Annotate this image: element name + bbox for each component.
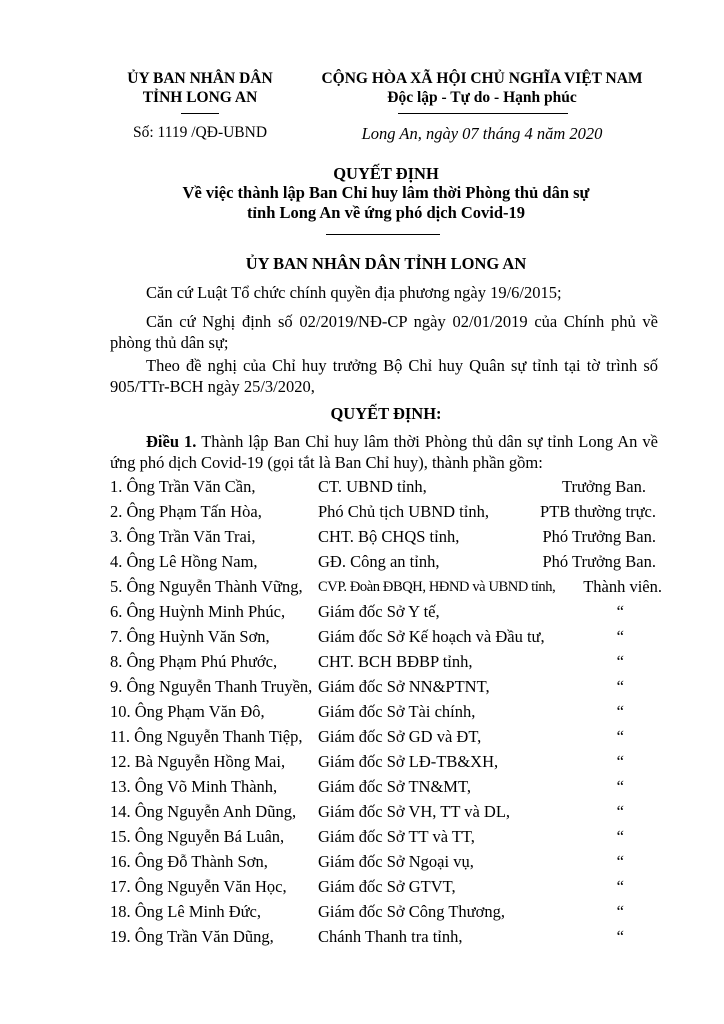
subject-line-2: tỉnh Long An về ứng phó dịch Covid-19 — [246, 203, 526, 222]
article-1-text: Thành lập Ban Chỉ huy lâm thời Phòng thủ dân sự tỉnh Long An về ứng phó dịch Covid-19 (gọi tắt là Ban Chỉ huy), thành phần gồm: — [110, 432, 659, 472]
nation-line-1: CỘNG HÒA XÃ HỘI CHỦ NGHĨA VIỆT NAM — [321, 70, 643, 87]
member-row — [110, 600, 662, 624]
member-name: 12. Bà Nguyễn Hồng Mai, — [110, 752, 286, 771]
member-role: “ — [616, 777, 624, 796]
motto-underline — [398, 113, 568, 114]
member-position: CHT. Bộ CHQS tỉnh, — [318, 527, 460, 546]
member-position: Giám đốc Sở GD và ĐT, — [318, 727, 482, 746]
member-position: Giám đốc Sở Công Thương, — [318, 902, 505, 921]
basis-1: Căn cứ Luật Tổ chức chính quyền địa phương ngày 19/6/2015; — [146, 283, 562, 302]
document-type-heading: QUYẾT ĐỊNH — [333, 164, 439, 183]
agency-line-2: TỈNH LONG AN — [142, 89, 258, 106]
member-row — [110, 675, 662, 699]
agency-name — [100, 69, 300, 107]
member-name: 2. Ông Phạm Tấn Hòa, — [110, 502, 262, 521]
member-role: Phó Trưởng Ban. — [542, 552, 656, 571]
member-position: Giám đốc Sở Kế hoạch và Đầu tư, — [318, 627, 545, 646]
agency-line-1: ỦY BAN NHÂN DÂN — [127, 70, 273, 87]
member-position: Giám đốc Sở TN&MT, — [318, 777, 471, 796]
member-role: “ — [616, 752, 624, 771]
member-row — [110, 575, 662, 599]
member-role: “ — [616, 852, 624, 871]
member-position: CT. UBND tỉnh, — [318, 477, 427, 496]
member-name: 17. Ông Nguyễn Văn Học, — [110, 877, 287, 896]
member-row — [110, 725, 662, 749]
member-role: “ — [616, 602, 624, 621]
member-role: “ — [616, 877, 624, 896]
title-underline — [326, 234, 440, 235]
member-row — [110, 500, 662, 524]
member-name: 8. Ông Phạm Phú Phước, — [110, 652, 278, 671]
member-name: 18. Ông Lê Minh Đức, — [110, 902, 262, 921]
member-row — [110, 700, 662, 724]
member-role: “ — [616, 677, 624, 696]
member-name: 16. Ông Đỗ Thành Sơn, — [110, 852, 268, 871]
member-row — [110, 625, 662, 649]
member-name: 3. Ông Trần Văn Trai, — [110, 527, 256, 546]
article-1 — [110, 431, 658, 473]
member-role: “ — [616, 627, 624, 646]
member-position: GĐ. Công an tỉnh, — [318, 552, 440, 571]
member-name: 6. Ông Huỳnh Minh Phúc, — [110, 602, 286, 621]
member-name: 9. Ông Nguyễn Thanh Truyền, — [110, 677, 313, 696]
member-position: Giám đốc Sở TT và TT, — [318, 827, 475, 846]
member-name: 5. Ông Nguyễn Thành Vững, — [110, 577, 303, 596]
member-name: 4. Ông Lê Hồng Nam, — [110, 552, 258, 571]
basis-3: Theo đề nghị của Chỉ huy trưởng Bộ Chỉ huy Quân sự tỉnh tại tờ trình số 905/TTr-BCH ngày 25/3/2020, — [110, 356, 658, 396]
decision-heading: QUYẾT ĐỊNH: — [330, 404, 442, 423]
document-number: Số: 1119 /QĐ-UBND — [132, 124, 268, 141]
member-position: Giám đốc Sở LĐ-TB&XH, — [318, 752, 499, 771]
member-name: 19. Ông Trần Văn Dũng, — [110, 927, 274, 946]
member-position: Giám đốc Sở VH, TT và DL, — [318, 802, 511, 821]
member-role: Trưởng Ban. — [562, 477, 646, 496]
agency-underline — [181, 113, 219, 114]
member-name: 13. Ông Võ Minh Thành, — [110, 777, 278, 796]
member-position: Giám đốc Sở Tài chính, — [318, 702, 476, 721]
member-position: Chánh Thanh tra tỉnh, — [318, 927, 463, 946]
subject-line-1: Về việc thành lập Ban Chỉ huy lâm thời Phòng thủ dân sự — [182, 183, 590, 202]
member-position: Phó Chủ tịch UBND tỉnh, — [318, 502, 489, 521]
member-position: Giám đốc Sở GTVT, — [318, 877, 456, 896]
member-name: 10. Ông Phạm Văn Đô, — [110, 702, 265, 721]
member-name: 7. Ông Huỳnh Văn Sơn, — [110, 627, 270, 646]
member-row — [110, 525, 662, 549]
member-row — [110, 800, 662, 824]
member-role: “ — [616, 802, 624, 821]
basis-2: Căn cứ Nghị định số 02/2019/NĐ-CP ngày 02/01/2019 của Chính phủ về phòng thủ dân sự; — [110, 312, 658, 352]
member-role: “ — [616, 927, 624, 946]
member-name: 11. Ông Nguyễn Thanh Tiệp, — [110, 727, 303, 746]
member-role: Thành viên. — [583, 577, 662, 596]
member-row — [110, 875, 662, 899]
member-row — [110, 900, 662, 924]
article-1-label: Điều 1. — [146, 432, 197, 451]
member-position: Giám đốc Sở Ngoại vụ, — [318, 852, 474, 871]
member-position: CVP. Đoàn ĐBQH, HĐND và UBND tỉnh, — [318, 579, 556, 595]
member-name: 14. Ông Nguyễn Anh Dũng, — [110, 802, 297, 821]
member-name: 15. Ông Nguyễn Bá Luân, — [110, 827, 285, 846]
nation-line-2: Độc lập - Tự do - Hạnh phúc — [387, 89, 577, 106]
member-role: “ — [616, 902, 624, 921]
member-role: Phó Trưởng Ban. — [542, 527, 656, 546]
member-row — [110, 775, 662, 799]
member-position: Giám đốc Sở NN&PTNT, — [318, 677, 490, 696]
member-role: “ — [616, 652, 624, 671]
member-role: “ — [616, 702, 624, 721]
member-role: “ — [616, 827, 624, 846]
member-name: 1. Ông Trần Văn Cần, — [110, 477, 256, 496]
place-date: Long An, ngày 07 tháng 4 năm 2020 — [361, 124, 603, 143]
member-row — [110, 475, 662, 499]
member-row — [110, 650, 662, 674]
member-position: CHT. BCH BĐBP tỉnh, — [318, 652, 473, 671]
member-role: PTB thường trực. — [540, 502, 656, 521]
issuer-heading: ỦY BAN NHÂN DÂN TỈNH LONG AN — [245, 254, 527, 273]
member-row — [110, 825, 662, 849]
member-row — [110, 750, 662, 774]
member-row — [110, 550, 662, 574]
national-motto — [312, 69, 652, 107]
member-role: “ — [616, 727, 624, 746]
member-row — [110, 925, 662, 949]
member-position: Giám đốc Sở Y tế, — [318, 602, 440, 621]
member-row — [110, 850, 662, 874]
